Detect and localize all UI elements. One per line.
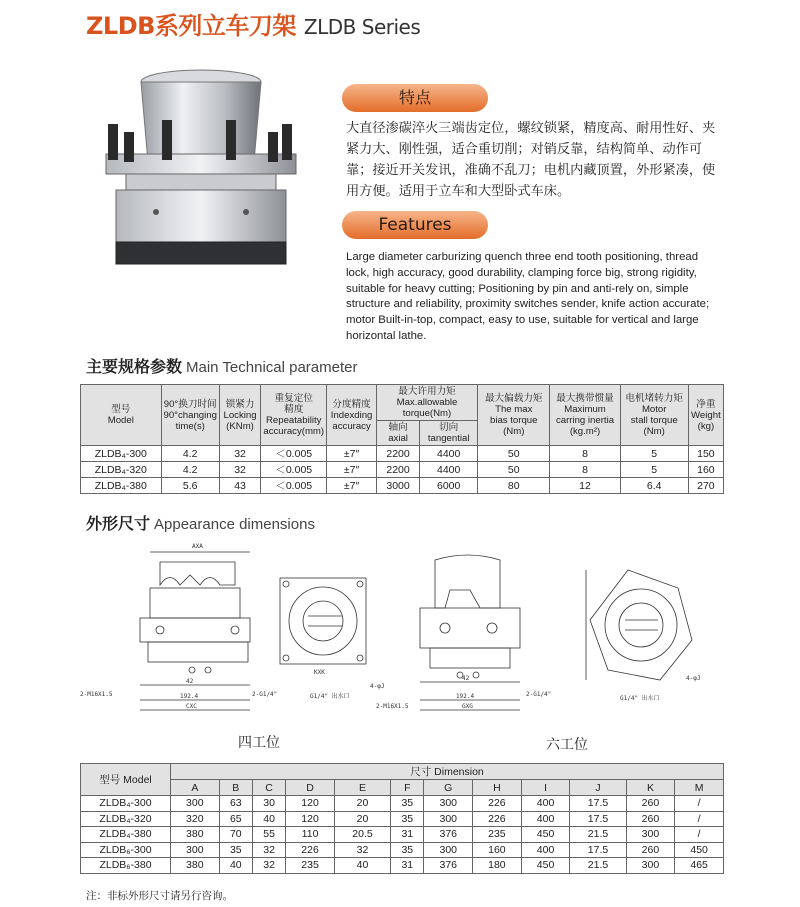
svg-text:4-φJ: 4-φJ [370, 683, 385, 690]
table-row: ZLDB₄-300 4.2 32 ＜0.005 ±7″ 2200 4400 50 8 5 150 [81, 446, 724, 462]
col-dimension: 尺寸 Dimension [171, 764, 724, 780]
dim-section-title: 外形尺寸 Appearance dimensions [86, 514, 315, 533]
svg-text:AXA: AXA [192, 543, 203, 550]
svg-text:42: 42 [186, 678, 194, 685]
title-en: ZLDB Series [303, 15, 421, 39]
technical-drawings [80, 530, 720, 758]
drawing-four-side [80, 543, 277, 710]
svg-text:4-φJ: 4-φJ [686, 675, 701, 682]
table-row: ZLDB₄-380 380 70 55 110 20.5 31 376 235 450 21.5 300 / [81, 827, 724, 843]
table-row: ZLDB₆-300 300 35 32 226 32 35 300 160 400 17.5 260 450 [81, 842, 724, 858]
svg-text:KXK: KXK [314, 669, 325, 676]
svg-text:G1/4" 出水口: G1/4" 出水口 [620, 695, 660, 702]
col-tangential: 切向 tangential [420, 421, 478, 446]
col-locking: 锁紧力 Locking (KNm) [219, 385, 260, 446]
drawing-six-top [586, 570, 700, 702]
features-cn-heading: 特点 [342, 84, 488, 112]
col-model: 型号 Model [81, 385, 162, 446]
drawing-six-side [376, 555, 551, 710]
svg-text:2-M16X1.5: 2-M16X1.5 [376, 703, 409, 710]
col-weight: 净重 Weight (kg) [688, 385, 723, 446]
svg-text:GXG: GXG [462, 703, 473, 710]
dimension-table: 型号 Model 尺寸 Dimension A B C D E F G H I J K M ZLDB₄-300 300 63 30 120 20 35 300 226 400 17.5 260 / ZLDB₄-320 320 65 40 120 20 35 300 226 400 17.5 260 / ZLDB₄-380 380 70 55 110 20.5 31 376 235 450 21.5 300 / ZLDB₆-300 300 35 32 226 32 35 300 160 400 17.5 260 450 ZLDB₆-380 380 40 32 235 40 31 376 180 450 21.5 300 465 [80, 763, 724, 874]
svg-text:192.4: 192.4 [180, 693, 199, 700]
label-four-station: 四工位 [238, 735, 280, 751]
param-table [80, 384, 724, 494]
title-cn: ZLDB系列立车刀架 [86, 12, 296, 40]
product-photo [96, 62, 306, 292]
svg-text:CXC: CXC [186, 703, 197, 710]
col-axial: 轴向 axial [376, 421, 419, 446]
label-six-station: 六工位 [546, 737, 588, 753]
svg-text:2-M16X1.5: 2-M16X1.5 [80, 691, 113, 698]
features-en-heading: Features [342, 211, 488, 239]
footnote: 注：非标外形尺寸请另行咨询。 [86, 890, 233, 902]
page-title [86, 6, 420, 41]
col-bias: 最大偏载力矩 The max bias torque (Nm) [478, 385, 550, 446]
svg-text:G1/4" 出水口: G1/4" 出水口 [310, 693, 350, 700]
svg-text:2-G1/4": 2-G1/4" [252, 691, 278, 698]
col-change-time: 90°换刀时间 90°changing time(s) [161, 385, 219, 446]
table-row: ZLDB₆-380 380 40 32 235 40 31 376 180 450 21.5 300 465 [81, 858, 724, 874]
col-torque: 最大许用力矩 Max.allowable torque(Nm) [376, 385, 477, 421]
col-repeat: 重复定位 精度 Repeatability accuracy(mm) [261, 385, 327, 446]
table-row: ZLDB₄-320 320 65 40 120 20 35 300 226 400 17.5 260 / [81, 811, 724, 827]
param-section-title: 主要规格参数 Main Technical parameter [86, 357, 358, 376]
table-row: ZLDB₄-320 4.2 32 ＜0.005 ±7″ 2200 4400 50 8 5 160 [81, 462, 724, 478]
col-stall: 电机堵转力矩 Motor stall torque (Nm) [620, 385, 688, 446]
svg-text:192.4: 192.4 [456, 693, 475, 700]
col-indexing: 分度精度 Indexding accuracy [327, 385, 377, 446]
svg-text:42: 42 [462, 675, 470, 682]
drawing-four-top [280, 578, 384, 700]
svg-text:2-G1/4": 2-G1/4" [526, 691, 552, 698]
col-model: 型号 Model [81, 764, 171, 796]
features-cn-text: 大直径渗碳淬火三端齿定位，螺纹锁紧，精度高、耐用性好、夹紧力大、刚性强，适合重切削；对销反靠，结构简单、动作可靠；接近开关发讯，准确不乱刀；电机内藏顶置，外形紧凑，使用方便。适用于立车和大型卧式车床。 [346, 121, 716, 199]
features-en-text: Large diameter carburizing quench three end tooth positioning, thread lock, high accuracy, good durability, clamping force big, strong rigidity, suitable for heavy cutting; Positioning by pin and anti-rely on, simple structure and reliability, proximity switches sender, knife action accurate; motor Built-in-top, compact, easy to use, suitable for vertical and large horizontal lathe. [346, 251, 710, 342]
table-row: ZLDB₄-300 300 63 30 120 20 35 300 226 400 17.5 260 / [81, 796, 724, 812]
table-row: ZLDB₄-380 5.6 43 ＜0.005 ±7″ 3000 6000 80 12 6.4 270 [81, 478, 724, 494]
col-inertia: 最大携带惯量 Maximum carring inertia (kg.m²) [550, 385, 620, 446]
